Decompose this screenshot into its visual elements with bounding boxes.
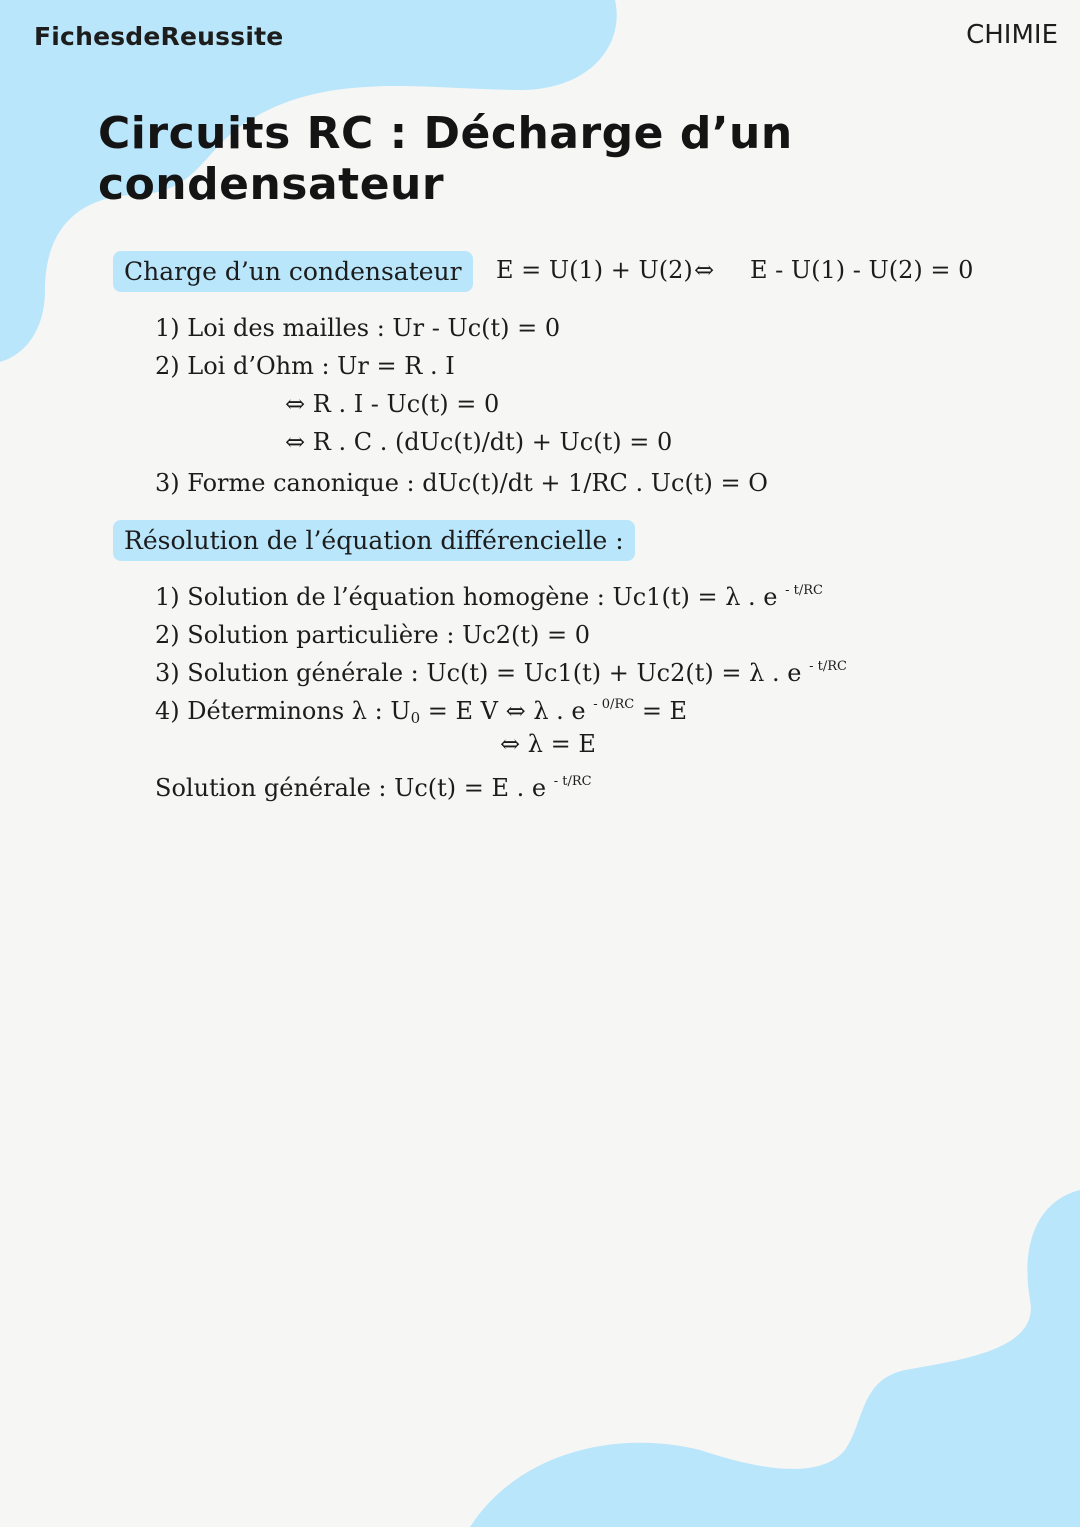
section-heading-charge: Charge d’un condensateur bbox=[113, 251, 473, 292]
equation-kirchhoff-rearranged: E - U(1) - U(2) = 0 bbox=[750, 256, 974, 284]
step-solution-generale: 3) Solution générale : Uc(t) = Uc1(t) + Uc2(t) = λ . e $^{- t/RC}$ bbox=[155, 659, 847, 687]
step-solution-homogene: 1) Solution de l’équation homogène : Uc1(t) = λ . e $^{- t/RC}$ bbox=[155, 583, 824, 611]
subscript: 0 bbox=[410, 709, 421, 727]
page-title: Circuits RC : Décharge d’un condensateur bbox=[98, 108, 793, 210]
exponent: - t/RC bbox=[785, 583, 824, 598]
step-solution-particuliere: 2) Solution particulière : Uc2(t) = 0 bbox=[155, 621, 591, 649]
step-loi-des-mailles: 1) Loi des mailles : Ur - Uc(t) = 0 bbox=[155, 314, 561, 342]
step-forme-canonique: 3) Forme canonique : dUc(t)/dt + 1/RC . Uc(t) = O bbox=[155, 469, 768, 497]
step-loi-ohm: 2) Loi d’Ohm : Ur = R . I bbox=[155, 352, 455, 380]
exponent: - 0/RC bbox=[593, 697, 635, 712]
step-lambda-equals-e: ⇔ λ = E bbox=[500, 730, 596, 758]
exponent: - t/RC bbox=[809, 659, 847, 674]
equivalence-icon: ⇔ bbox=[694, 256, 715, 284]
section-heading-resolution: Résolution de l’équation différencielle : bbox=[113, 520, 635, 561]
bottom-right-blob bbox=[470, 1190, 1080, 1527]
exponent: - t/RC bbox=[553, 774, 592, 789]
brand-logo-text: FichesdeReussite bbox=[34, 22, 284, 51]
equation-kirchhoff: E = U(1) + U(2) bbox=[496, 256, 693, 284]
step-determinons-lambda: 4) Déterminons λ : $U_0 = E$ V ⇔ λ . e $^{- 0/RC}$ = E bbox=[155, 697, 688, 727]
step-equivalence-1: ⇔ R . I - Uc(t) = 0 bbox=[285, 390, 500, 418]
step-equivalence-2: ⇔ R . C . (dUc(t)/dt) + Uc(t) = 0 bbox=[285, 428, 673, 456]
subject-label: CHIMIE bbox=[966, 20, 1058, 50]
final-solution: Solution générale : Uc(t) = E . e $^{- t/RC}$ bbox=[155, 774, 592, 802]
